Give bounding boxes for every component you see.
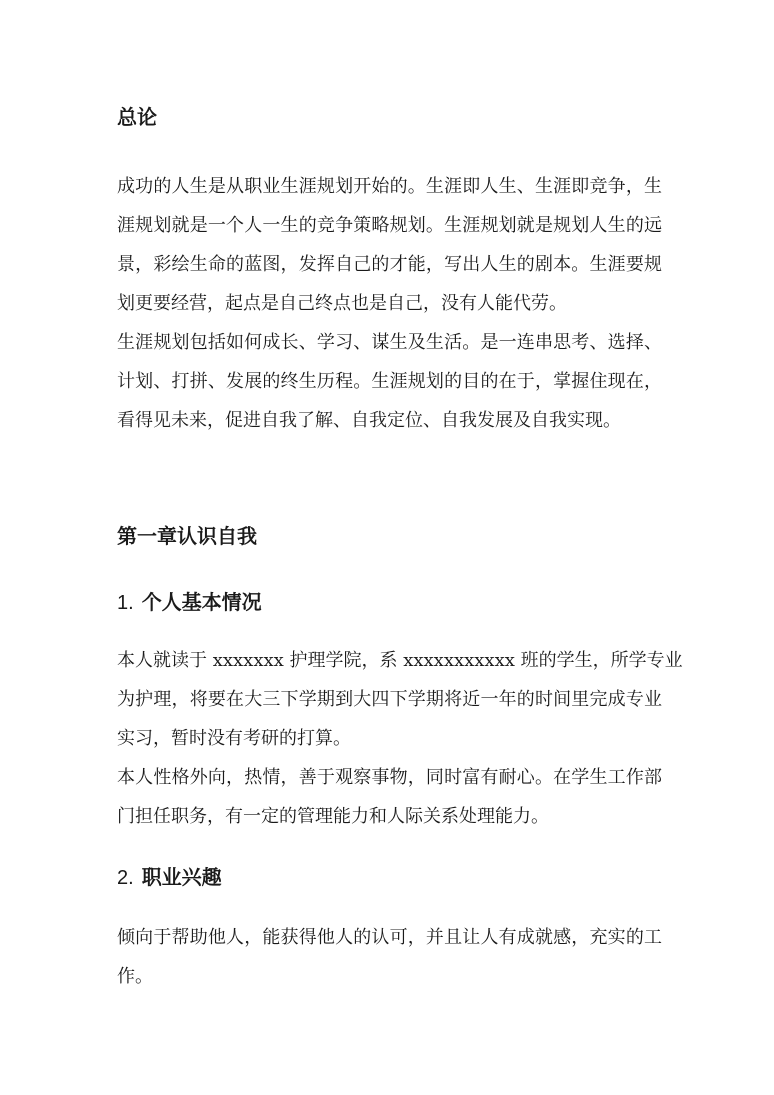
paragraph-line: 为护理，将要在大三下学期到大四下学期将近一年的时间里完成专业 — [117, 689, 662, 710]
paragraph-line: 计划、打拼、发展的终生历程。生涯规划的目的在于，掌握住现在， — [117, 371, 662, 392]
section-2-number: 2. — [117, 867, 134, 889]
section-1-heading — [117, 588, 262, 617]
paragraph-line: 看得见未来，促进自我了解、自我定位、自我发展及自我实现。 — [117, 410, 621, 431]
section-1-paragraph-1 — [117, 641, 683, 758]
chapter-1-heading: 第一章认识自我 — [117, 524, 257, 548]
intro-paragraph-1 — [117, 167, 662, 323]
paragraph-line: 景，彩绘生命的蓝图，发挥自己的才能，写出人生的剧本。生涯要规 — [117, 254, 662, 275]
paragraph-line: 实习，暂时没有考研的打算。 — [117, 728, 351, 749]
section-2-heading — [117, 863, 222, 892]
section-1-title: 个人基本情况 — [141, 590, 262, 614]
paragraph-line: 本人就读于 xxxxxxx 护理学院，系 xxxxxxxxxxx 班的学生，所学专业 — [117, 650, 683, 671]
intro-heading: 总论 — [117, 105, 157, 129]
paragraph-line: 划更要经营，起点是自己终点也是自己，没有人能代劳。 — [117, 293, 567, 314]
section-1-paragraph-2 — [117, 758, 662, 836]
paragraph-line: 门担任职务，有一定的管理能力和人际关系处理能力。 — [117, 806, 549, 827]
section-2-title: 职业兴趣 — [141, 865, 222, 889]
section-1-number: 1. — [117, 592, 134, 614]
paragraph-line: 本人性格外向，热情，善于观察事物，同时富有耐心。在学生工作部 — [117, 767, 662, 788]
paragraph-line: 作。 — [117, 966, 153, 987]
section-2-paragraph-1 — [117, 918, 662, 996]
paragraph-line: 倾向于帮助他人，能获得他人的认可，并且让人有成就感，充实的工 — [117, 927, 662, 948]
intro-paragraph-2 — [117, 323, 662, 440]
paragraph-line: 成功的人生是从职业生涯规划开始的。生涯即人生、生涯即竞争，生 — [117, 176, 662, 197]
paragraph-line: 涯规划就是一个人一生的竞争策略规划。生涯规划就是规划人生的远 — [117, 215, 662, 236]
paragraph-line: 生涯规划包括如何成长、学习、谋生及生活。是一连串思考、选择、 — [117, 332, 662, 353]
